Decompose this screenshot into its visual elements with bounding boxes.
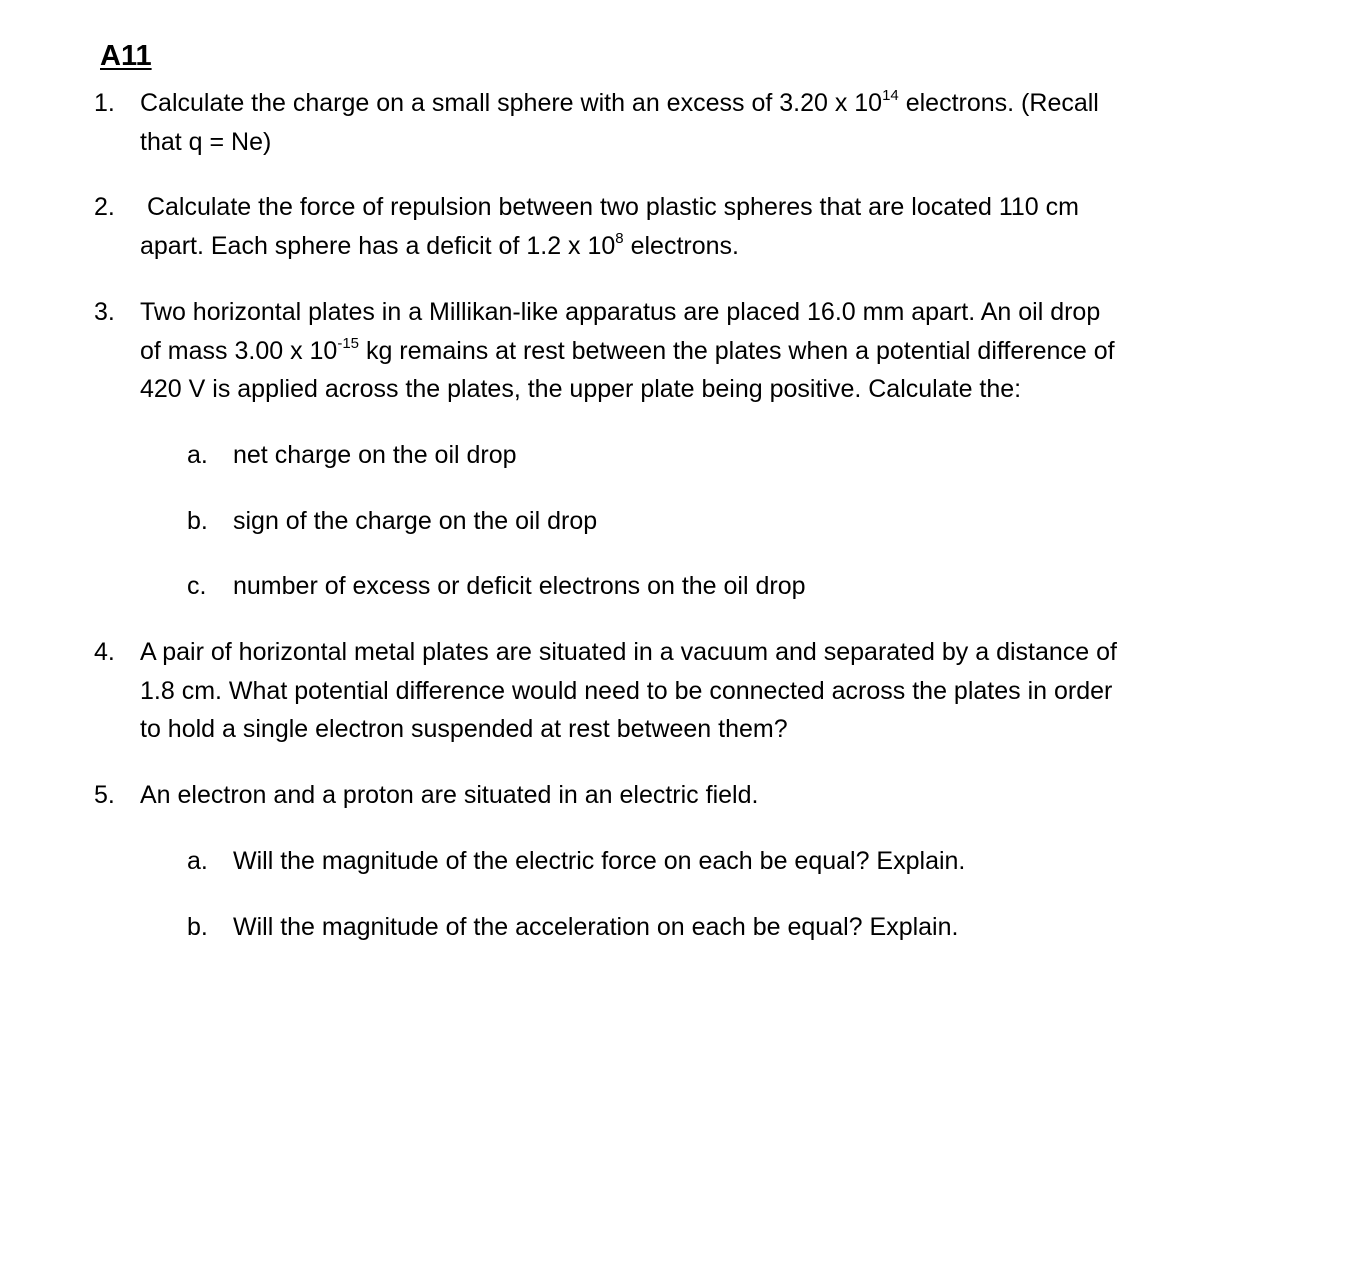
page-title: A11 [100,40,152,72]
part-letter: c. [187,572,207,600]
part-text: number of excess or deficit electrons on the oil drop [233,572,806,600]
part-text: Will the magnitude of the acceleration on each be equal? Explain. [233,913,959,941]
question-line: A pair of horizontal metal plates are situated in a vacuum and separated by a distance of [140,638,1117,666]
question-text [140,776,1280,815]
question-number: 2. [94,193,115,221]
question-text [140,84,1280,161]
part-letter: b. [187,913,208,941]
exponent: -15 [337,334,360,352]
question-number: 1. [94,89,115,117]
question-line: 1.8 cm. What potential difference would need to be connected across the plates in order [140,676,1113,705]
question-line: 420 V is applied across the plates, the upper plate being positive. Calculate the: [140,375,1022,403]
question-number: 3. [94,298,115,326]
part-letter: a. [187,441,208,469]
question-line: Two horizontal plates in a Millikan-like apparatus are placed 16.0 mm apart. An oil drop [140,298,1101,326]
exponent: 14 [882,87,899,104]
question-number: 4. [94,638,115,666]
question-line: Calculate the charge on a small sphere with an excess of 3.20 x $10^{14}$ electrons. (Recall [140,87,1099,117]
exponent: 8 [615,229,624,247]
question-line: to hold a single electron suspended at rest between them? [140,715,788,743]
question-line: Calculate the force of repulsion between two plastic spheres that are located 110 cm [140,193,1079,221]
question-line: of mass 3.00 x $10^{-15}$ kg remains at rest between the plates when a potential difference of [140,334,1115,365]
question-text [140,293,1280,409]
question-line: that q = Ne) [140,127,272,156]
question-number: 5. [94,781,115,809]
part-text: Will the magnitude of the electric force on each be equal? Explain. [233,847,966,875]
question-line: An electron and a proton are situated in an electric field. [140,781,759,809]
part-letter: a. [187,847,208,875]
part-text: net charge on the oil drop [233,441,517,469]
question-text [140,633,1280,749]
question-line: apart. Each sphere has a deficit of 1.2 x $10^8$ electrons. [140,229,739,260]
question-text [140,188,1280,265]
part-text: sign of the charge on the oil drop [233,507,598,535]
part-letter: b. [187,507,208,535]
